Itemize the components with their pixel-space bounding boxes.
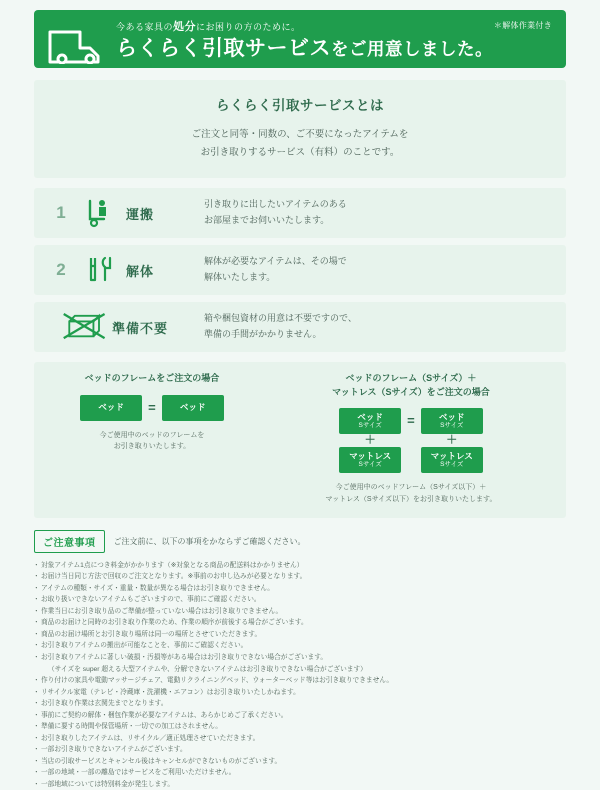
header-sub-post: にお困りの方のために。	[196, 21, 301, 32]
bed-example-left	[46, 372, 258, 506]
bed-right-note	[268, 482, 554, 506]
header-main-strong: らくらく引取サービス	[116, 36, 331, 60]
bed-left-heading: ベッドのフレームをご注文の場合	[84, 373, 220, 384]
bed-right-note-1: 今ご使用中のベッドフレーム（Sサイズ以下）＋	[335, 484, 487, 492]
step-item	[34, 302, 566, 352]
intro-line-2: お引き取りするサービス（有料）のことです。	[200, 147, 400, 159]
note-item: ・ 事前にご契約の解体・梱包作業が必要なアイテムは、あらかじめご了承ください。	[34, 710, 566, 722]
step-number: 1	[56, 203, 66, 223]
step-item	[34, 245, 566, 295]
bed-example-right	[268, 372, 554, 506]
note-item: ・ 対象アイテム1点につき料金がかかります（※対象となる商品の配送料はかかりません）	[34, 560, 566, 572]
note-item: ・ リサイクル家電（テレビ・冷蔵庫・洗濯機・エアコン）はお引き取りいたしかねます。	[34, 687, 566, 699]
note-item: ・ お取り扱いできないアイテムもございますので、事前にご確認ください。	[34, 594, 566, 606]
step-desc-line-1: 箱や梱包資材の用意は不要ですので、	[204, 313, 357, 324]
header-subtitle	[116, 18, 493, 34]
page-header	[34, 10, 566, 68]
note-item: ・ 一部の地域・一部の離島ではサービスをご利用いただけません。	[34, 767, 566, 779]
note-item: ・ 商品のお届け場所とお引き取り場所は同一の場所とさせていただきます。	[34, 629, 566, 641]
header-badge: ＊解体作業付き	[493, 21, 552, 30]
promo-page	[0, 10, 600, 788]
plus-sign: ＋	[364, 434, 376, 447]
step-number: 2	[56, 260, 66, 280]
note-item: ・ お引き取りアイテムの搬出が可能なことを、事前にご確認ください。	[34, 640, 566, 652]
bed-left-equation	[46, 395, 258, 421]
note-item: ・ 作り付けの家具や電動マッサージチェア、電動リクライニングベッド、ウォーターベッド等はお引き取りできません。	[34, 675, 566, 687]
note-item: ・ お引き取りしたアイテムは、リサイクル／適正処理させていただきます。	[34, 733, 566, 745]
equals-sign: =	[148, 399, 156, 415]
step-title: 解体	[126, 263, 155, 279]
header-main-post: をご用意しました。	[331, 38, 493, 59]
note-item: ・ アイテムの種類・サイズ・重量・数量が異なる場合はお引き取りできません。	[34, 583, 566, 595]
bed-right-equation	[268, 408, 554, 473]
chip-label: マットレス	[430, 450, 473, 461]
step-desc	[204, 254, 552, 286]
chip-bed-order	[339, 408, 401, 434]
chip-label: ベッド	[98, 402, 124, 413]
step-item	[34, 188, 566, 238]
bed-left-note-2: お引き取りいたします。	[113, 443, 191, 451]
note-item: ・ 一部お引き取りできないアイテムがございます。	[34, 744, 566, 756]
note-item: ・ お引き取り作業は玄関先までとなります。	[34, 698, 566, 710]
tools-icon	[74, 255, 126, 285]
step-desc-line-2: 準備の手間がかかりません。	[204, 329, 322, 340]
plus-sign: ＋	[446, 434, 458, 447]
note-item: ・ お届け当日同じ方法で回収のご注文となります。※事前のお申し込みが必要となります。	[34, 571, 566, 583]
truck-icon	[48, 24, 108, 64]
chip-mattress-pickup	[421, 447, 483, 473]
note-item: ・ 作業当日にお引き取り品のご準備が整っていない場合はお引き取りできません。	[34, 606, 566, 618]
header-sub-pre: 今ある家具の	[116, 21, 174, 32]
notes-list	[34, 560, 566, 790]
chip-label: ベッド	[357, 411, 383, 422]
step-title: 運搬	[126, 206, 155, 222]
bed-right-heading	[268, 372, 554, 399]
notes-header	[34, 530, 566, 553]
step-desc-line-1: 引き取りに出したいアイテムのある	[204, 199, 347, 210]
header-sub-strong: 処分	[173, 20, 197, 33]
chip-bed-order	[80, 395, 142, 421]
chip-sublabel: Sサイズ	[358, 461, 382, 469]
bed-right-heading-1: ベッドのフレーム（Sサイズ）＋	[345, 373, 477, 384]
header-title	[116, 37, 493, 60]
bed-pickup-stack	[421, 408, 483, 473]
chip-sublabel: Sサイズ	[440, 422, 464, 430]
note-item: ・ 準備に要する時間や保管場所・一切での加工はされません。	[34, 721, 566, 733]
no-box-icon	[60, 311, 112, 343]
note-item: ・ 一部地域については特別料金が発生します。	[34, 779, 566, 790]
note-item: ・ 当店の引取サービスとキャンセル後はキャンセルができないものがございます。	[34, 756, 566, 768]
chip-sublabel: Sサイズ	[440, 461, 464, 469]
step-desc-line-2: 解体いたします。	[204, 272, 276, 283]
note-item: ・ お引き取りアイテムに著しい破損・汚損等がある場合はお引き取りできない場合がございます。	[34, 652, 566, 664]
intro-title: らくらく引取サービスとは	[216, 98, 384, 113]
notes-lead: ご注文前に、以下の事項をかならずご確認ください。	[113, 536, 306, 546]
intro-panel	[34, 80, 566, 178]
step-desc	[204, 197, 552, 229]
notes-tag: ご注意事項	[34, 530, 105, 553]
step-desc-line-1: 解体が必要なアイテムは、その場で	[204, 256, 347, 267]
bed-right-note-2: マットレス（Sサイズ以下）をお引き取りいたします。	[325, 495, 497, 503]
bed-examples-panel	[34, 362, 566, 518]
step-title: 準備不要	[112, 320, 169, 336]
hand-truck-icon	[74, 198, 126, 228]
notes-section	[34, 530, 566, 790]
chip-label: マットレス	[349, 450, 392, 461]
step-desc-line-2: お部屋までお伺いいたします。	[204, 215, 330, 226]
intro-text	[44, 126, 556, 162]
bed-order-stack	[339, 408, 401, 473]
intro-line-1: ご注文と同等・同数の、ご不要になったアイテムを	[191, 129, 409, 140]
steps-list	[34, 188, 566, 352]
chip-label: ベッド	[179, 402, 206, 413]
chip-bed-pickup	[162, 395, 224, 421]
note-item: （サイズを super 超える大型アイテムや、分解できないアイテムはお引き取りできない場合がございます）	[48, 665, 367, 673]
bed-left-note-1: 今ご使用中のベッドのフレームを	[99, 431, 205, 439]
chip-label: ベッド	[438, 411, 465, 422]
chip-mattress-order	[339, 447, 401, 473]
note-item: ・ 商品のお届けと同時のお引き取り作業のため、作業の順序が前後する場合がございます。	[34, 617, 566, 629]
equals-sign: =	[407, 413, 415, 429]
bed-right-heading-2: マットレス（Sサイズ）をご注文の場合	[332, 386, 490, 397]
chip-bed-pickup	[421, 408, 483, 434]
bed-left-note	[46, 430, 258, 454]
step-desc	[204, 311, 552, 343]
chip-sublabel: Sサイズ	[358, 422, 382, 430]
